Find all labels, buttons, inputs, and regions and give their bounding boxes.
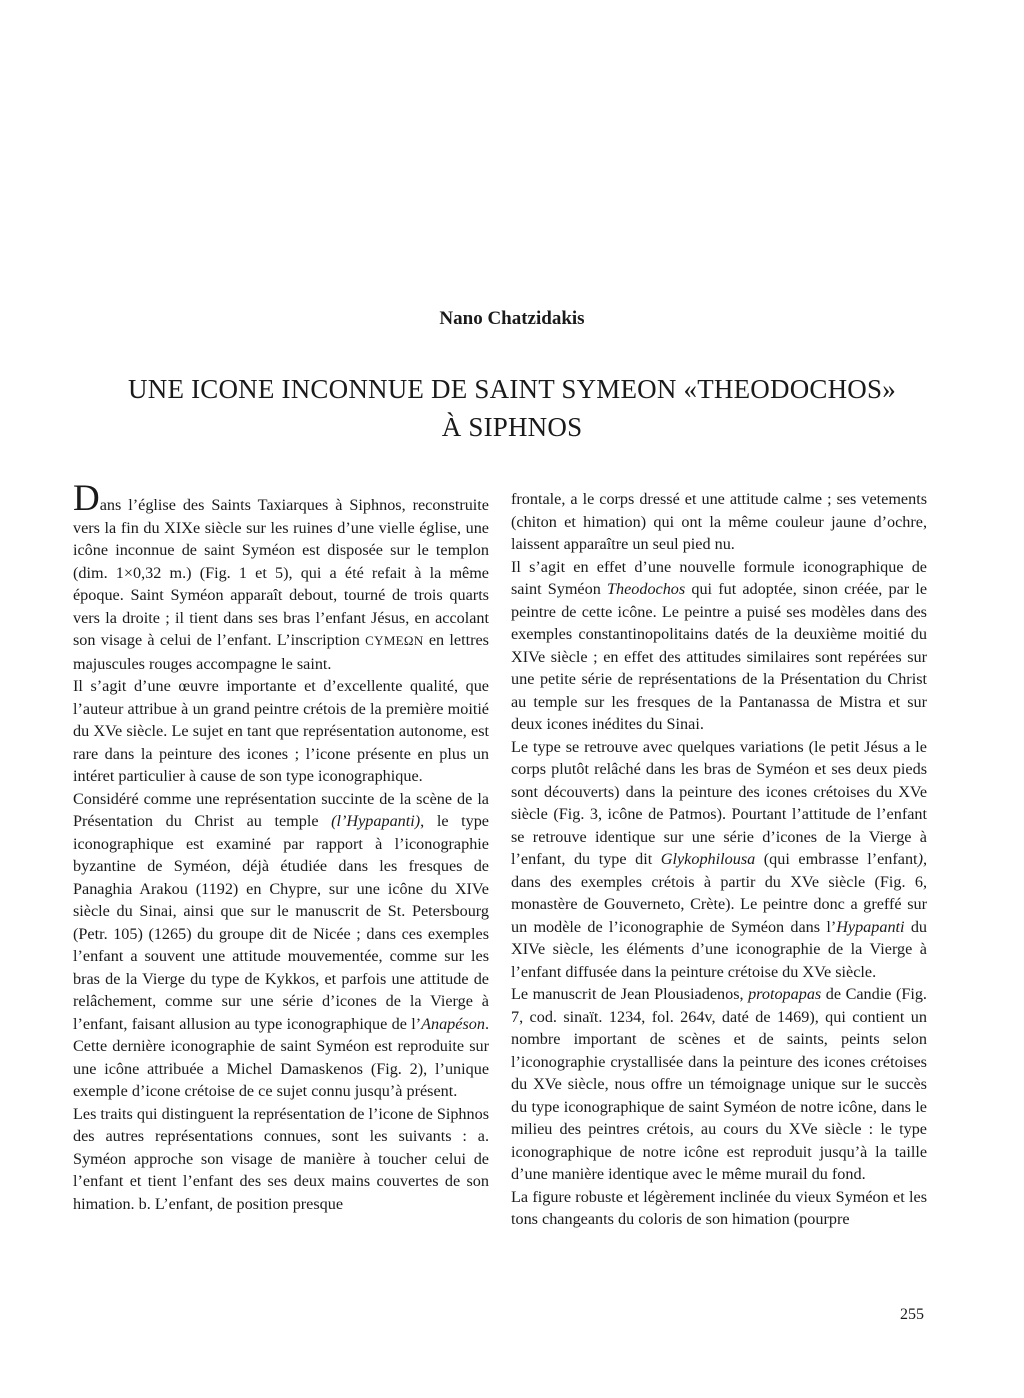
italic-text: (l’Hypapanti) xyxy=(331,812,421,830)
paragraph: La figure robuste et légèrement inclinée du vieux Syméon et les tons changeants du coloris de son himation (pourpre xyxy=(511,1187,927,1228)
text: (qui embrasse l’enfant xyxy=(755,850,918,868)
inscription: CYMEΩN xyxy=(365,633,424,648)
article-title xyxy=(0,370,1024,446)
text: Considéré comme une représentation succinte de la scène de la Présentation du Christ au temple xyxy=(73,789,489,830)
text: dans des exemples crétois à partir du XVe siècle (Fig. 6, monastère de Gouverneto, Crète). Le peintre donc a greffé sur un modèle de l’iconographie de Syméon dans l’ xyxy=(511,872,927,936)
text: Le type se retrouve avec quelques variations (le petit Jésus a le corps plutôt relâché dans les bras de Syméon et ses deux pieds sont découverts) dans la peinture des icones crétoises du XVe siècle (Fig. 3, icône de Patmos). Pourtant l’attitude de l’enfant se retrouve identique sur une série d’icones de la Vierge à l’enfant, du type dit xyxy=(511,737,927,868)
drop-cap: D xyxy=(73,478,100,519)
text: Il s’agit en effet d’une nouvelle formule iconographique de saint Syméon xyxy=(511,557,927,598)
title-line-2: À SIPHNOS xyxy=(441,412,583,442)
italic-text: Anapéson xyxy=(421,1014,485,1033)
paragraph xyxy=(511,736,927,984)
paragraph xyxy=(511,983,927,1186)
paragraph: frontale, a le corps dressé et une attitude calme ; ses vetements (chiton et himation) qui ont la même couleur jaune d’ochre, laissent apparaître un seul pied nu. xyxy=(511,490,927,553)
author-name: Nano Chatzidakis xyxy=(439,308,585,329)
right-column xyxy=(511,488,927,1231)
text: , le type iconographique est examiné par rapport à l’iconographie byzantine de Syméon, déjà étudiée dans les fresques de Panaghia Arakou (1192) en Chypre, sur une icône du XIVe siècle du Sinai, ainsi que sur le manuscrit de St. Petersbourg (Petr. 105) (1265) du groupe dit de Nicée ; dans ces exemples l’enfant a souvent une attitude mouvementée, comme sur les bras de la Vierge du type de Kykkos, et parfois une attitude de relâchement, comme sur une série d’icones de la Vierge à l’enfant, faisant allusion au type iconographique de l’ xyxy=(73,812,489,1033)
italic-text: Hypapanti xyxy=(836,917,905,936)
paragraph xyxy=(73,788,489,1103)
italic-text: ), xyxy=(917,850,927,868)
left-column xyxy=(73,478,489,1215)
text: . Cette dernière iconographie de saint Syméon est reproduite sur une icône attribuée a Michel Damaskenos (Fig. 2), l’unique exemple d’icone crétoise de ce sujet connu jusqu’à présent. xyxy=(73,1014,489,1100)
title-line-1: UNE ICONE INCONNUE DE SAINT SYMEON «THEODOCHOS» xyxy=(128,374,896,404)
paragraph: Les traits qui distinguent la représentation de l’icone de Siphnos des autres représentations connues, sont les suivants : a. Syméon approche son visage de manière à toucher celui de l’enfant et tient l’enfant des ses deux mains couvertes de son himation. b. L’enfant, de position presque xyxy=(73,1104,489,1213)
italic-text: protopapas xyxy=(748,985,822,1003)
paragraph xyxy=(511,556,927,736)
text: de Candie (Fig. 7, cod. sinaït. 1234, fol. 264v, daté de 1469), qui contient un nombre important de scènes et de saints, peints selon l’iconographie crystallisée dans la peinture des icones crétoises du XVe siècle, nous offre un témoignage unique sur le succès du type iconographique de saint Syméon de notre icône, dans le milieu des peintres crétois, au cours du XVe siècle : le type iconographique de notre icône est reproduit jusqu’à la taille d’une manière identique avec le même murail du fond. xyxy=(511,985,927,1183)
italic-text: Theodochos xyxy=(606,580,686,598)
text: Le manuscrit de Jean Plousiadenos, xyxy=(511,985,749,1003)
page-number: 255 xyxy=(900,1306,924,1323)
text: qui fut adoptée, sinon créée, par le peintre de cette icône. Le peintre a puisé ses modèles dans des exemples constantinopolitains datés de la deuxième moitié du XIVe siècle ; en effet des attitudes similaires sont repérées sur une petite série de représentations de la Présentation du Christ au temple sur les fresques de la Pantanassa de Mistra et sur deux icones inédites du Sinai. xyxy=(511,580,927,733)
text: en lettres majuscules rouges accompagne le saint. xyxy=(73,631,489,673)
text: du XIVe siècle, les éléments d’une iconographie de la Vierge à l’enfant diffusée dans la peinture crétoise du XVe siècle. xyxy=(511,917,928,981)
paragraph xyxy=(73,478,489,675)
paragraph: Il s’agit d’une œuvre importante et d’excellente qualité, que l’auteur attribue à un grand peintre crétois de la première moitié du XVe siècle. Le sujet en tant que représentation autonome, est rare dans la peinture des icones ; l’icone présente en plus un intéret particulier à cause de son type iconographique. xyxy=(73,677,489,785)
italic-text: Glykophilousa xyxy=(660,850,756,868)
text: ans l’église des Saints Taxiarques à Siphnos, reconstruite vers la fin du XIXe siècle sur les ruines d’une vielle église, une icône inconnue de saint Syméon est disposée sur le templon (dim. 1×0,32 m.) (Fig. 1 et 5), qui a été refait à la même époque. Saint Syméon apparaît debout, tourné de trois quarts vers la droite ; il tient dans ses bras l’enfant Jésus, en accolant son visage à celui de l’enfant. L’inscription xyxy=(73,496,489,649)
